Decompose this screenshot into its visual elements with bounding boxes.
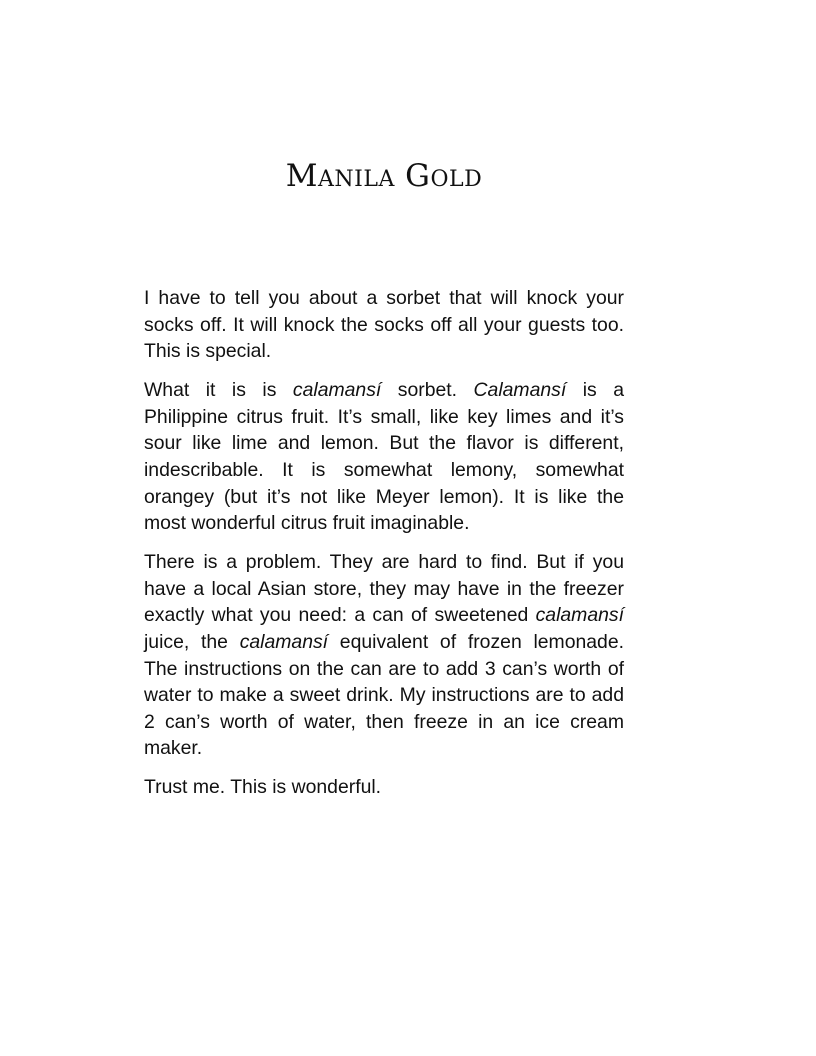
paragraph-closing xyxy=(144,774,624,801)
paragraph-intro-text: I have to tell you about a sorbet that will knock your socks off. It will knock the socks off all your guests too. This is special. xyxy=(144,287,624,363)
italic-term: Calamansí xyxy=(473,379,567,402)
text-run: is a Philippine citrus fruit. It’s small, like key limes and it’s sour like lime and lemon. But the flavor is different, indescribable. It is somewhat lemony, somewhat orangey (but it’s not like Meyer lemon). It is like the most wonderful citrus fruit imaginable. xyxy=(144,379,624,535)
text-run: What it is is xyxy=(144,379,293,402)
italic-term: calamansí xyxy=(292,379,382,402)
text-run: There is a problem. They are hard to find. But if you have a local Asian store, they may have in the freezer exactly what you need: a can of sweetened xyxy=(144,551,624,627)
document-body xyxy=(144,285,624,813)
paragraph-intro xyxy=(144,285,624,365)
italic-term: calamansí xyxy=(239,630,329,653)
page-title: Manila Gold xyxy=(285,158,483,194)
paragraph-description xyxy=(144,377,624,537)
text-run: equivalent of frozen lemonade. The instructions on the can are to add 3 can’s worth of water to make a sweet drink. My instructions are to add 2 can’s worth of water, then freeze in an ice cream maker. xyxy=(144,630,625,760)
paragraph-closing-text: Trust me. This is wonderful. xyxy=(144,776,382,799)
italic-term: calamansí xyxy=(535,604,624,627)
text-run: sorbet. xyxy=(381,379,474,402)
text-run: juice, the xyxy=(144,630,240,653)
paragraph-instructions xyxy=(144,549,624,762)
